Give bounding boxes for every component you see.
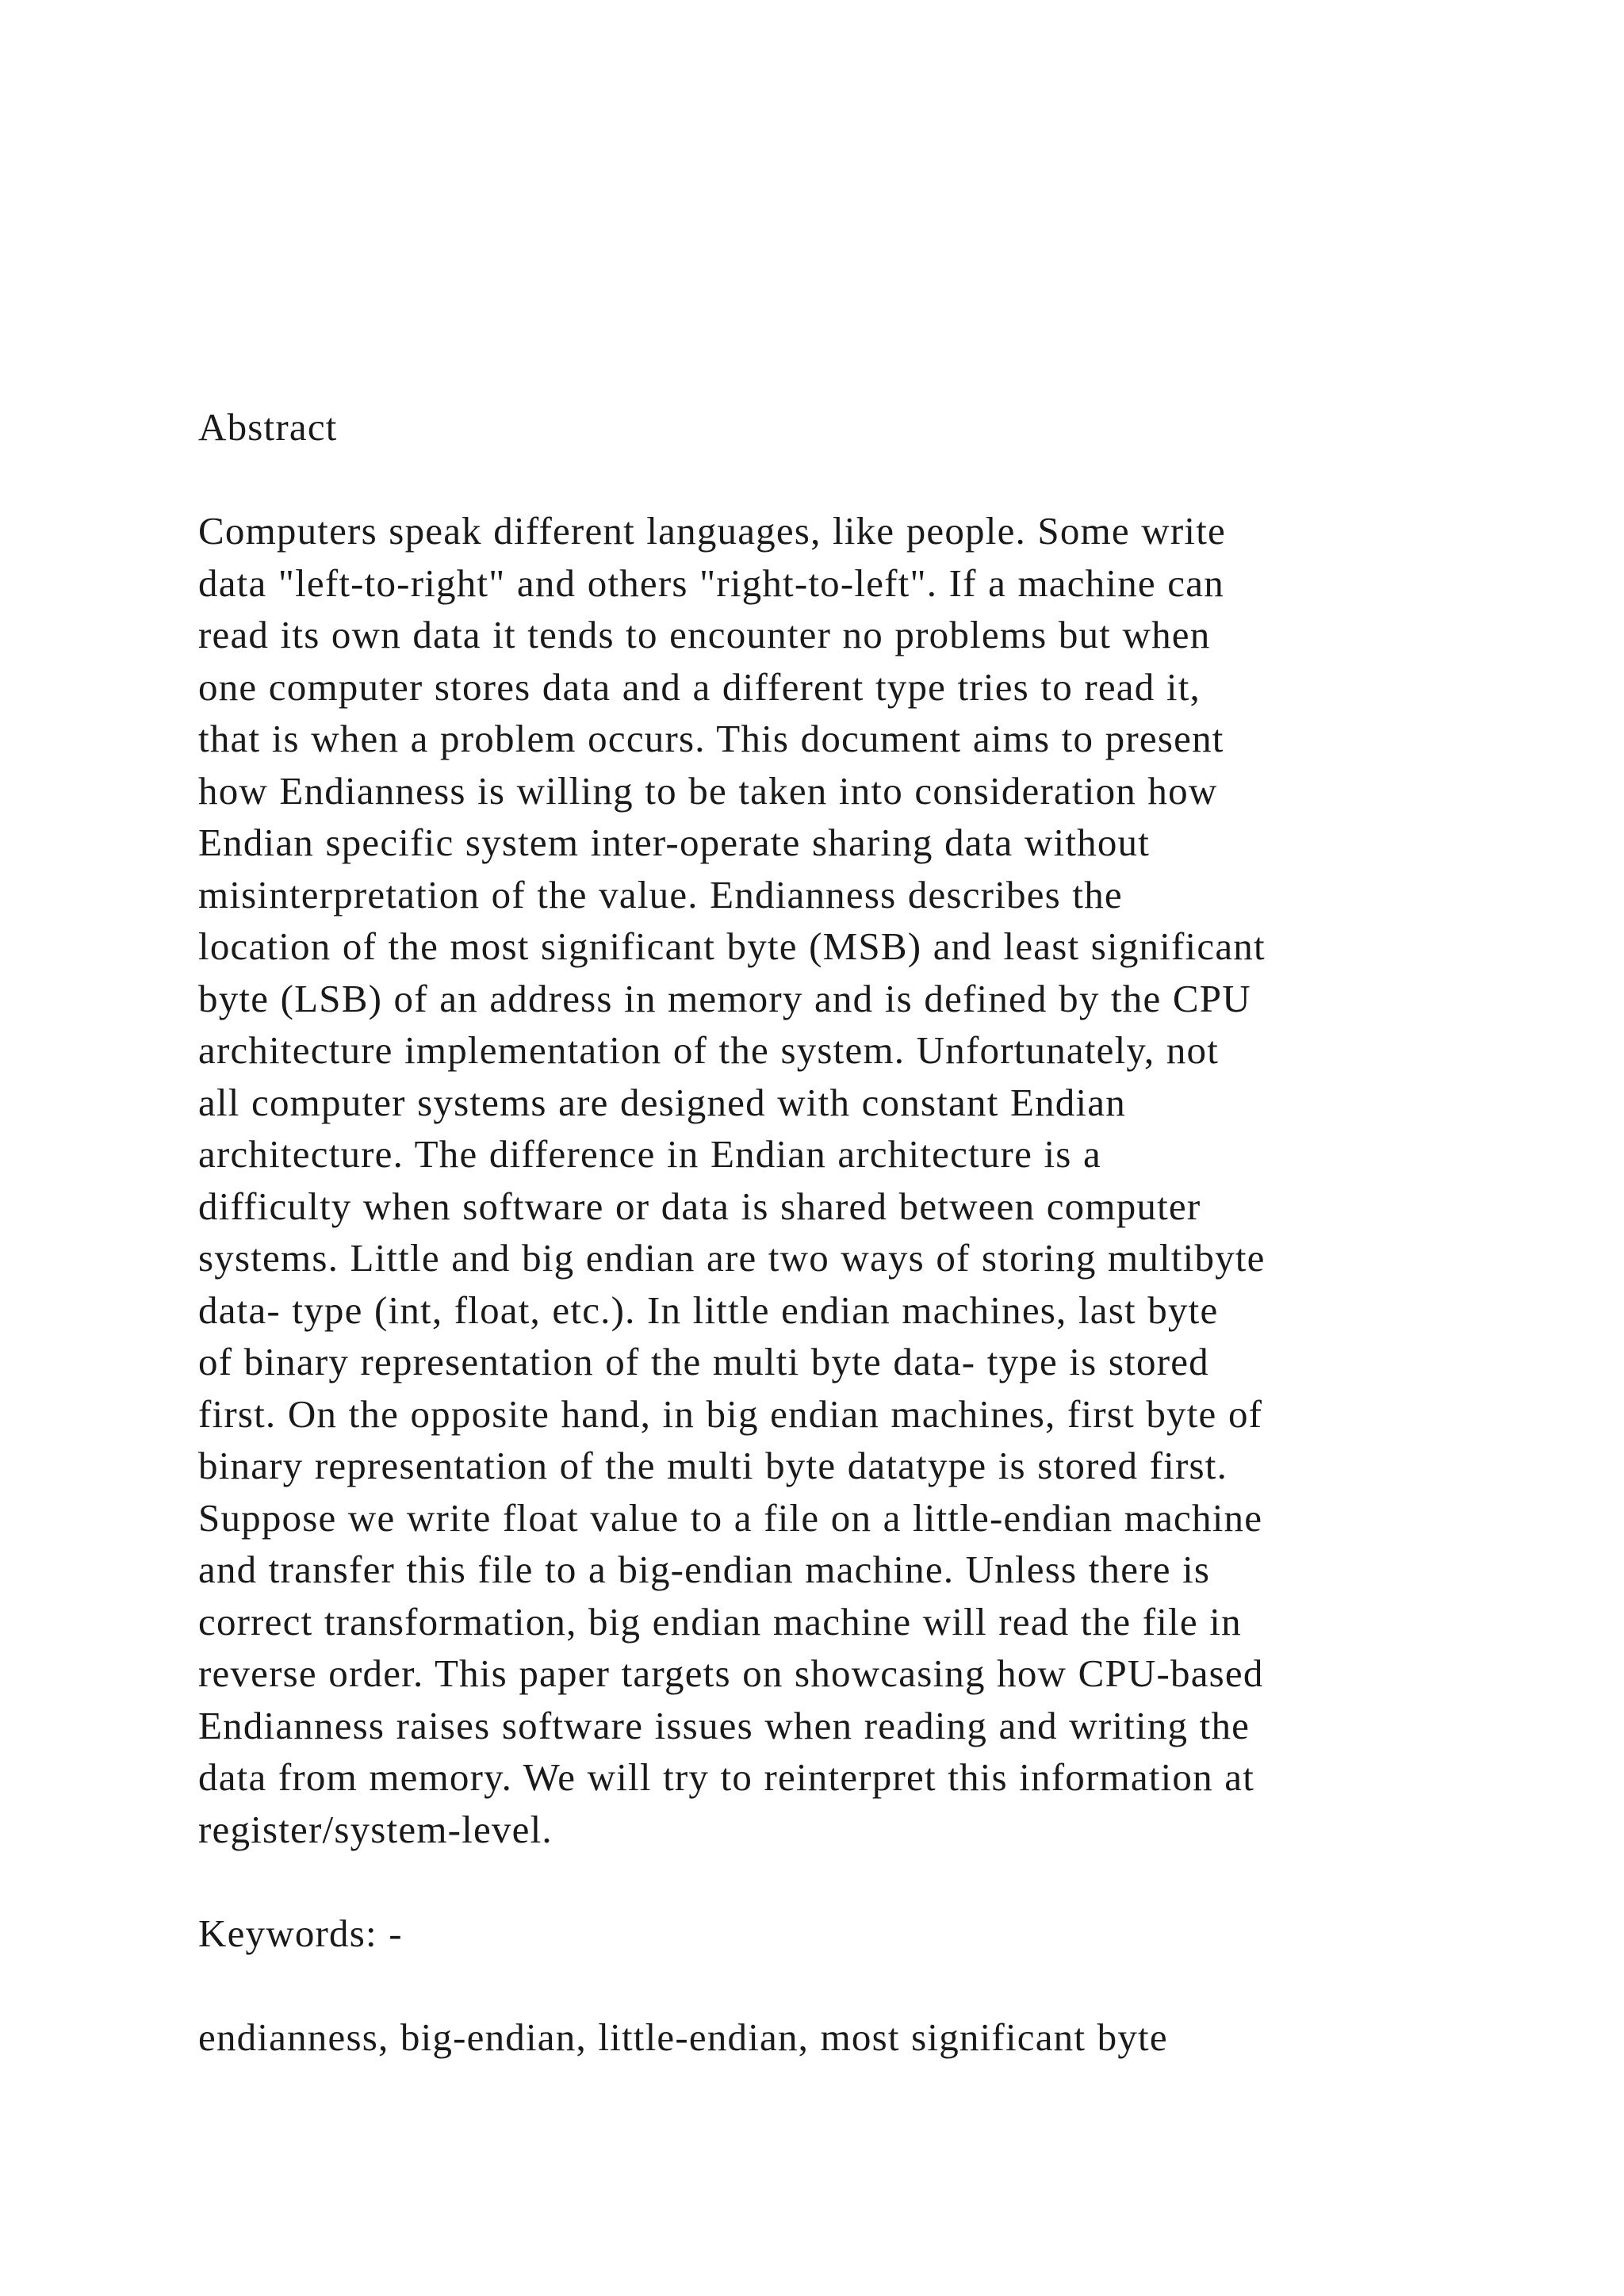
abstract-heading: Abstract xyxy=(198,405,338,449)
abstract-line: Suppose we write float value to a file on a little-endian machine xyxy=(198,1495,1263,1540)
abstract-line: Computers speak different languages, like people. Some write xyxy=(198,509,1226,553)
keywords-text: endianness, big-endian, little-endian, most significant byte xyxy=(198,2015,1168,2059)
paragraph-gap xyxy=(198,453,1435,506)
abstract-line: read its own data it tends to encounter no problems but when xyxy=(198,613,1211,656)
abstract-body xyxy=(198,505,1435,1855)
abstract-line: difficulty when software or data is shared between computer xyxy=(198,1184,1201,1228)
abstract-line: location of the most significant byte (MSB) and least significant xyxy=(198,924,1266,968)
abstract-line: of binary representation of the multi byte data- type is stored xyxy=(198,1340,1209,1383)
abstract-line: correct transformation, big endian machine will read the file in xyxy=(198,1599,1242,1644)
abstract-line: binary representation of the multi byte datatype is stored first. xyxy=(198,1444,1228,1487)
abstract-line: Endian specific system inter-operate sharing data without xyxy=(198,821,1151,864)
abstract-line: one computer stores data and a different type tries to read it, xyxy=(198,664,1201,709)
abstract-line: architecture implementation of the system. Unfortunately, not xyxy=(198,1028,1220,1072)
abstract-line: data- type (int, float, etc.). In little endian machines, last byte xyxy=(198,1288,1219,1332)
abstract-line: misinterpretation of the value. Endianness describes the xyxy=(198,872,1123,916)
abstract-section xyxy=(198,401,1435,2063)
abstract-line: that is when a problem occurs. This document aims to present xyxy=(198,717,1224,760)
abstract-line: all computer systems are designed with constant Endian xyxy=(198,1080,1126,1124)
abstract-line: first. On the opposite hand, in big endian machines, first byte of xyxy=(198,1391,1263,1436)
paragraph-gap xyxy=(198,1855,1435,1908)
abstract-line: byte (LSB) of an address in memory and is defined by the CPU xyxy=(198,976,1251,1020)
abstract-line: reverse order. This paper targets on showcasing how CPU-based xyxy=(198,1651,1264,1695)
paragraph-gap xyxy=(198,1959,1435,2011)
abstract-line: and transfer this file to a big-endian machine. Unless there is xyxy=(198,1548,1211,1591)
abstract-line: architecture. The difference in Endian architecture is a xyxy=(198,1132,1101,1176)
abstract-line: how Endianness is willing to be taken into consideration how xyxy=(198,768,1218,813)
abstract-line: systems. Little and big endian are two ways of storing multibyte xyxy=(198,1236,1266,1280)
abstract-line: register/system-level. xyxy=(198,1807,553,1851)
abstract-line: data "left-to-right" and others "right-to-left". If a machine can xyxy=(198,561,1224,605)
abstract-line: Endianness raises software issues when reading and writing the xyxy=(198,1703,1251,1747)
abstract-line: data from memory. We will try to reinterpret this information at xyxy=(198,1755,1255,1799)
keywords-label: Keywords: - xyxy=(198,1911,403,1955)
